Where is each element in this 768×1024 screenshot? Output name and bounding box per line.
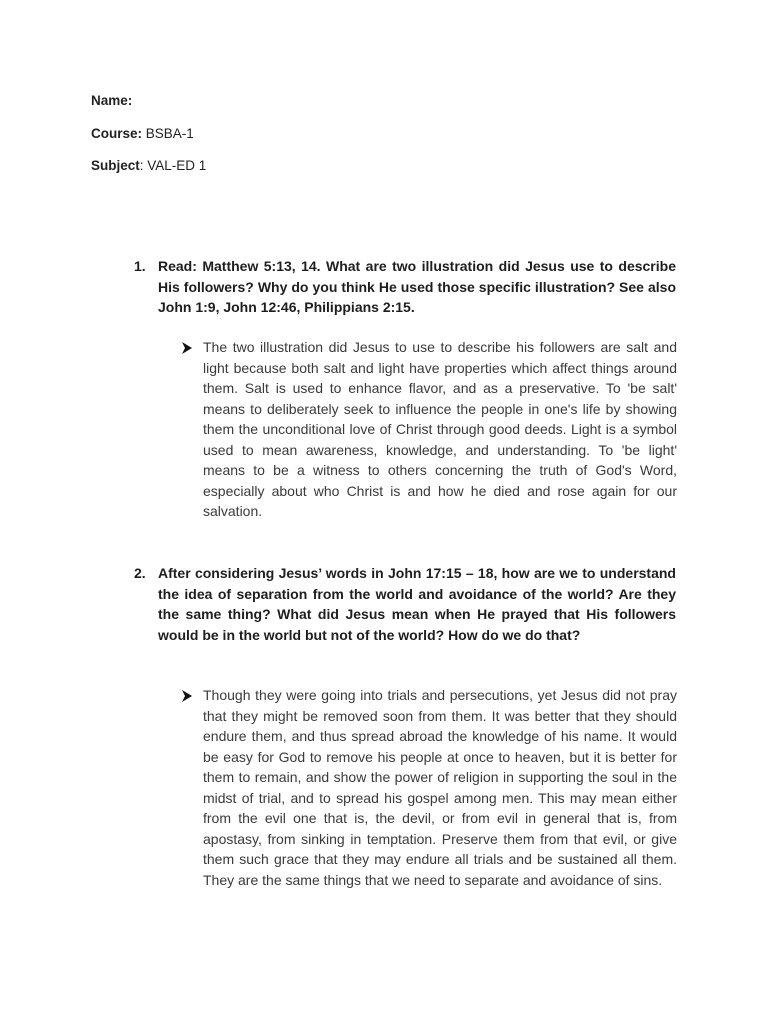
arrow-bullet-icon xyxy=(181,340,193,354)
subject-line xyxy=(91,158,206,174)
question-text: After considering Jesus’ words in John 17:15 – 18, how are we to understand the idea of separation from the world and avoidance of the world? Are they the same thing? What did Jesus mean when He prayed that His followers would be in the world but not of the world? How do we do that? xyxy=(158,565,676,643)
question-2 xyxy=(134,563,676,645)
answer-text: Though they were going into trials and persecutions, yet Jesus did not pray that they might be removed soon from them. It was better that they should endure them, and thus spread abroad the knowledge of his name. It would be easy for God to remove his people at once to heaven, but it is better for them to remain, and show the power of religion in supporting the soul in the midst of trial, and to spread his gospel among men. This may mean either from the evil one that is, the devil, or from evil in general that is, from apostasy, from sinking in temptation. Preserve them from that evil, or give them such grace that they may endure all trials and be sustained all them. They are the same things that we need to separate and avoidance of sins. xyxy=(203,687,677,888)
answer-2 xyxy=(181,685,677,890)
arrow-bullet-icon xyxy=(181,688,193,702)
answer-text: The two illustration did Jesus to use to describe his followers are salt and light because both salt and light have properties which affect things around them. Salt is used to enhance flavor, and as a preservative. To 'be salt' means to deliberately seek to influence the people in one's life by showing them the unconditional love of Christ through good deeds. Light is a symbol used to mean awareness, knowledge, and understanding. To 'be light' means to be a witness to others concerning the truth of God's Word, especially about who Christ is and how he died and rose again for our salvation. xyxy=(203,339,677,519)
name-label: Name: xyxy=(91,93,133,108)
course-label: Course: xyxy=(91,126,143,141)
subject-value: : VAL-ED 1 xyxy=(139,158,207,173)
name-line xyxy=(91,93,132,109)
course-value: BSBA-1 xyxy=(142,126,194,141)
question-number: 2. xyxy=(134,565,146,581)
question-number: 1. xyxy=(134,258,146,274)
question-text: Read: Matthew 5:13, 14. What are two illustration did Jesus use to describe His followers? Why do you think He used those specific illustration? See also John 1:9, John 12:46, Philippians 2:15. xyxy=(158,258,676,315)
answer-1 xyxy=(181,337,677,522)
subject-label: Subject xyxy=(91,158,140,173)
question-1 xyxy=(134,256,676,318)
course-line xyxy=(91,126,194,142)
